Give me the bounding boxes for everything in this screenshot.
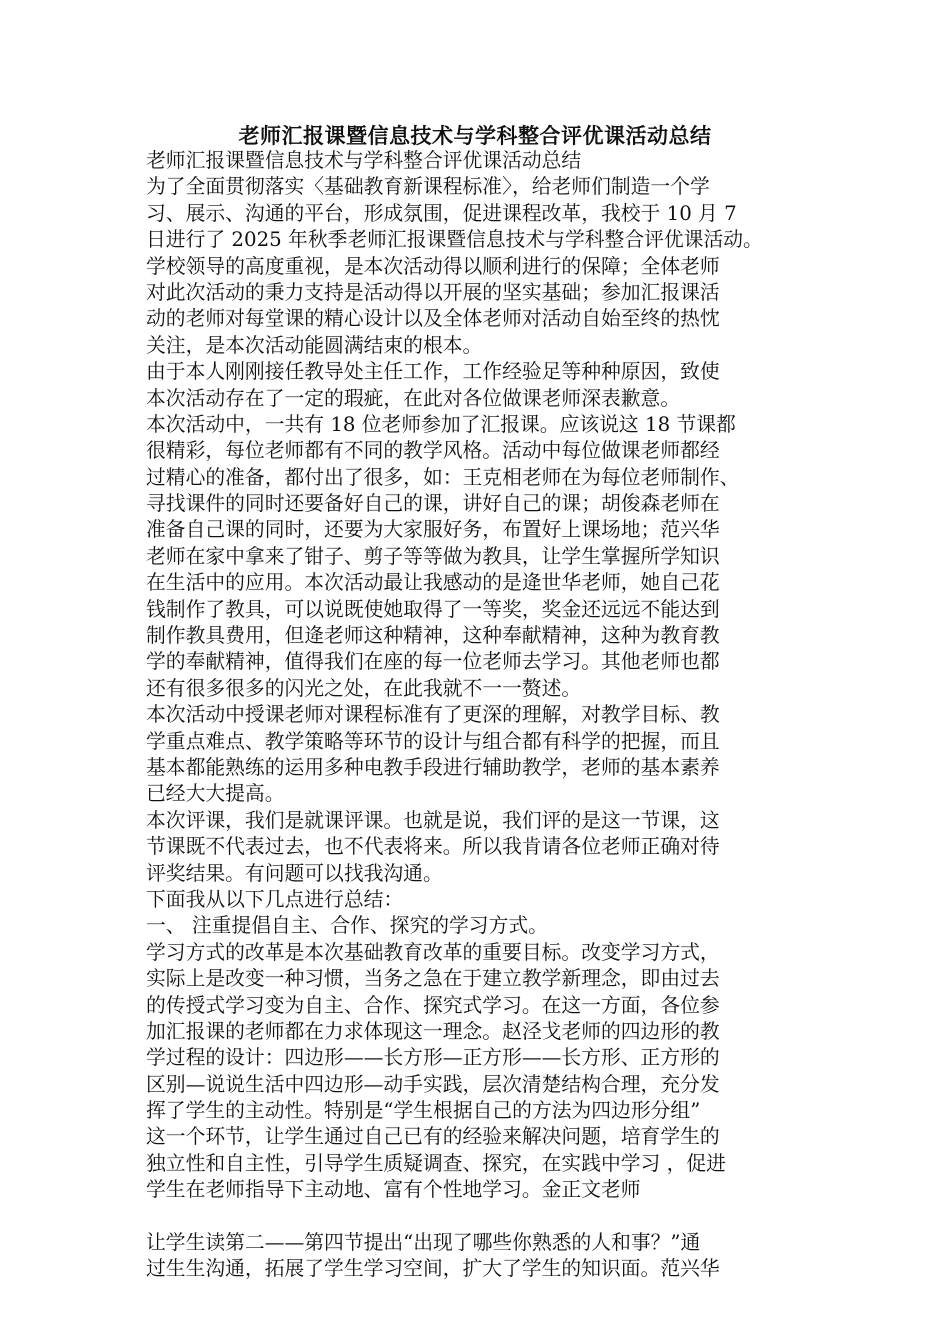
text-line: 这一个环节，让学生通过自己已有的经验来解决问题，培育学生的 [146,1125,720,1149]
text-line: 过生生沟通，拓展了学生学习空间，扩大了学生的知识面。范兴华 [146,1257,720,1281]
text-line: 动的老师对每堂课的精心设计以及全体老师对活动自始至终的热忱 [146,307,720,331]
text-line: 本次评课，我们是就课评课。也就是说，我们评的是这一节课，这 [146,808,720,832]
text-line: 区别—说说生活中四边形—动手实践，层次清楚结构合理，充分发 [146,1072,720,1096]
text-line: 本次活动中授课老师对课程标准有了更深的理解，对教学目标、教 [146,703,720,727]
text-line: 已经大大提高。 [146,782,285,806]
text-line: 钱制作了教具，可以说既使她取得了一等奖，奖金还远远不能达到 [146,597,720,621]
document-title: 老师汇报课暨信息技术与学科整合评优课活动总结 [238,123,712,148]
text-line: 准备自己课的同时，还要为大家服好务，布置好上课场地；范兴华 [146,518,720,542]
text-line: 习、展示、沟通的平台，形成氛围，促进课程改革，我校于 10 月 7 [146,201,737,225]
text-line: 节课既不代表过去，也不代表将来。所以我肯请各位老师正确对待 [146,835,720,859]
text-line: 对此次活动的秉力支持是活动得以开展的坚实基础；参加汇报课活 [146,280,720,304]
text-line: 学过程的设计：四边形——长方形—正方形——长方形、正方形的 [146,1046,720,1070]
text-line: 由于本人刚刚接任教导处主任工作，工作经验足等种种原因，致使 [146,360,720,384]
text-line: 实际上是改变一种习惯，当务之急在于建立教学新理念，即由过去 [146,967,720,991]
text-line: 加汇报课的老师都在力求体现这一理念。赵泾戈老师的四边形的教 [146,1019,720,1043]
text-line: 寻找课件的同时还要备好自己的课，讲好自己的课；胡俊森老师在 [146,492,720,516]
text-line: 在生活中的应用。本次活动最让我感动的是逄世华老师，她自己花 [146,571,720,595]
text-line [146,1204,818,1230]
text-line: 很精彩，每位老师都有不同的教学风格。活动中每位做课老师都经 [146,439,720,463]
text-line: 的传授式学习变为自主、合作、探究式学习。在这一方面，各位参 [146,993,720,1017]
text-line: 学校领导的高度重视，是本次活动得以顺利进行的保障；全体老师 [146,254,720,278]
text-line: 学习方式的改革是本次基础教育改革的重要目标。改变学习方式， [146,940,720,964]
text-line: 评奖结果。有问题可以找我沟通。 [146,861,443,885]
text-line: 学重点难点、教学策略等环节的设计与组合都有科学的把握，而且 [146,729,720,753]
text-line: 本次活动存在了一定的瑕疵，在此对各位做课老师深表歉意。 [146,386,681,410]
text-line: 一、 注重提倡自主、合作、探究的学习方式。 [146,914,548,938]
text-line: 基本都能熟练的运用多种电教手段进行辅助教学，老师的基本素养 [146,755,720,779]
text-line: 独立性和自主性，引导学生质疑调查、探究，在实践中学习 ，促进 [146,1151,726,1175]
text-line: 本次活动中，一共有 18 位老师参加了汇报课。应该说这 18 节课都 [146,412,736,436]
text-line: 关注，是本次活动能圆满结束的根本。 [146,333,483,357]
text-line: 让学生读第二——第四节提出“出现了哪些你熟悉的人和事？”通 [146,1231,701,1255]
text-line: 学生在老师指导下主动地、富有个性地学习。金正文老师 [146,1178,641,1202]
text-line: 挥了学生的主动性。特别是“学生根据自己的方法为四边形分组” [146,1099,701,1123]
text-line: 日进行了 2025 年秋季老师汇报课暨信息技术与学科整合评优课活动。 [146,228,763,252]
text-line: 制作教具费用，但逄老师这种精神，这种奉献精神，这种为教育教 [146,624,720,648]
text-line: 还有很多很多的闪光之处，在此我就不一一赘述。 [146,676,582,700]
text-line: 老师在家中拿来了钳子、剪子等等做为教具，让学生掌握所学知识 [146,544,720,568]
text-line: 为了全面贯彻落实〈基础教育新课程标准〉，给老师们制造一个学 [146,175,710,199]
text-line: 过精心的准备，都付出了很多，如：王克相老师在为每位老师制作、 [146,465,740,489]
text-line: 下面我从以下几点进行总结： [146,887,404,911]
document-body [146,148,818,1283]
text-line: 老师汇报课暨信息技术与学科整合评优课活动总结 [146,149,582,172]
text-line: 学的奉献精神，值得我们在座的每一位老师去学习。其他老师也都 [146,650,720,674]
